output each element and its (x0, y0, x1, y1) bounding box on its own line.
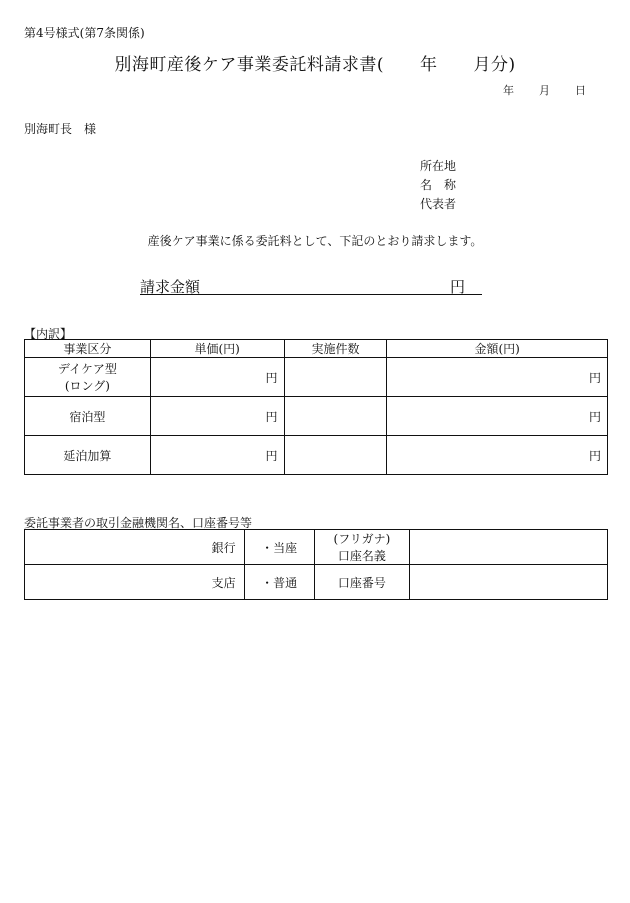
branch-name-cell[interactable]: 支店 (25, 565, 245, 600)
category-sublabel: (ロング) (64, 379, 110, 393)
name-label: 名 称 (420, 178, 457, 192)
account-type-current[interactable]: ・当座 (244, 530, 314, 565)
header-count: 実施件数 (284, 340, 387, 358)
account-holder-label: 口座名義 (337, 549, 386, 563)
form-number: 第4号様式(第7条関係) (24, 26, 145, 40)
document-title (0, 50, 630, 75)
table-row (25, 565, 608, 600)
header-category: 事業区分 (25, 340, 151, 358)
representative-label: 代表者 (420, 197, 457, 211)
bank-name-cell[interactable]: 銀行 (25, 530, 245, 565)
date-month: 月 (539, 84, 550, 97)
count-cell[interactable] (284, 358, 387, 397)
account-holder-field[interactable] (410, 530, 608, 565)
title-month: 月分) (473, 55, 516, 75)
amount-label: 請求金額 (140, 278, 201, 296)
lead-text: 産後ケア事業に係る委託料として、下記のとおり請求します。 (147, 234, 483, 248)
account-type-savings[interactable]: ・普通 (244, 565, 314, 600)
title-year: 年 (420, 55, 438, 75)
amount-cell[interactable]: 円 (387, 358, 608, 397)
bank-info-caption: 委託事業者の取引金融機関名、口座番号等 (24, 516, 253, 530)
table-row (25, 436, 608, 475)
address-label: 所在地 (420, 159, 457, 173)
count-cell[interactable] (284, 397, 387, 436)
bank-info-table (24, 529, 608, 600)
title-main: 別海町産後ケア事業委託料請求書( (114, 55, 384, 75)
table-row (25, 530, 608, 565)
addressee: 別海町長 様 (24, 122, 97, 136)
table-row (25, 397, 608, 436)
unit-price-cell[interactable]: 円 (150, 358, 284, 397)
amount-cell[interactable]: 円 (387, 436, 608, 475)
amount-field-line[interactable] (140, 294, 482, 295)
category-label: デイケア型 (57, 362, 117, 376)
breakdown-section-label: 【内訳】 (24, 327, 73, 341)
category-cell: 宿泊型 (25, 397, 151, 436)
date-year: 年 (503, 84, 514, 97)
account-number-field[interactable] (410, 565, 608, 600)
category-cell: 延泊加算 (25, 436, 151, 475)
table-header-row (25, 340, 608, 358)
breakdown-table (24, 339, 608, 475)
amount-cell[interactable]: 円 (387, 397, 608, 436)
holder-label-cell (314, 530, 410, 565)
furigana-label: (フリガナ) (333, 532, 391, 546)
header-amount: 金額(円) (387, 340, 608, 358)
header-unit-price: 単価(円) (150, 340, 284, 358)
unit-price-cell[interactable]: 円 (150, 397, 284, 436)
amount-unit: 円 (450, 278, 466, 296)
count-cell[interactable] (284, 436, 387, 475)
account-number-label: 口座番号 (314, 565, 410, 600)
date-day: 日 (575, 84, 586, 97)
table-row (25, 358, 608, 397)
category-cell (25, 358, 151, 397)
unit-price-cell[interactable]: 円 (150, 436, 284, 475)
